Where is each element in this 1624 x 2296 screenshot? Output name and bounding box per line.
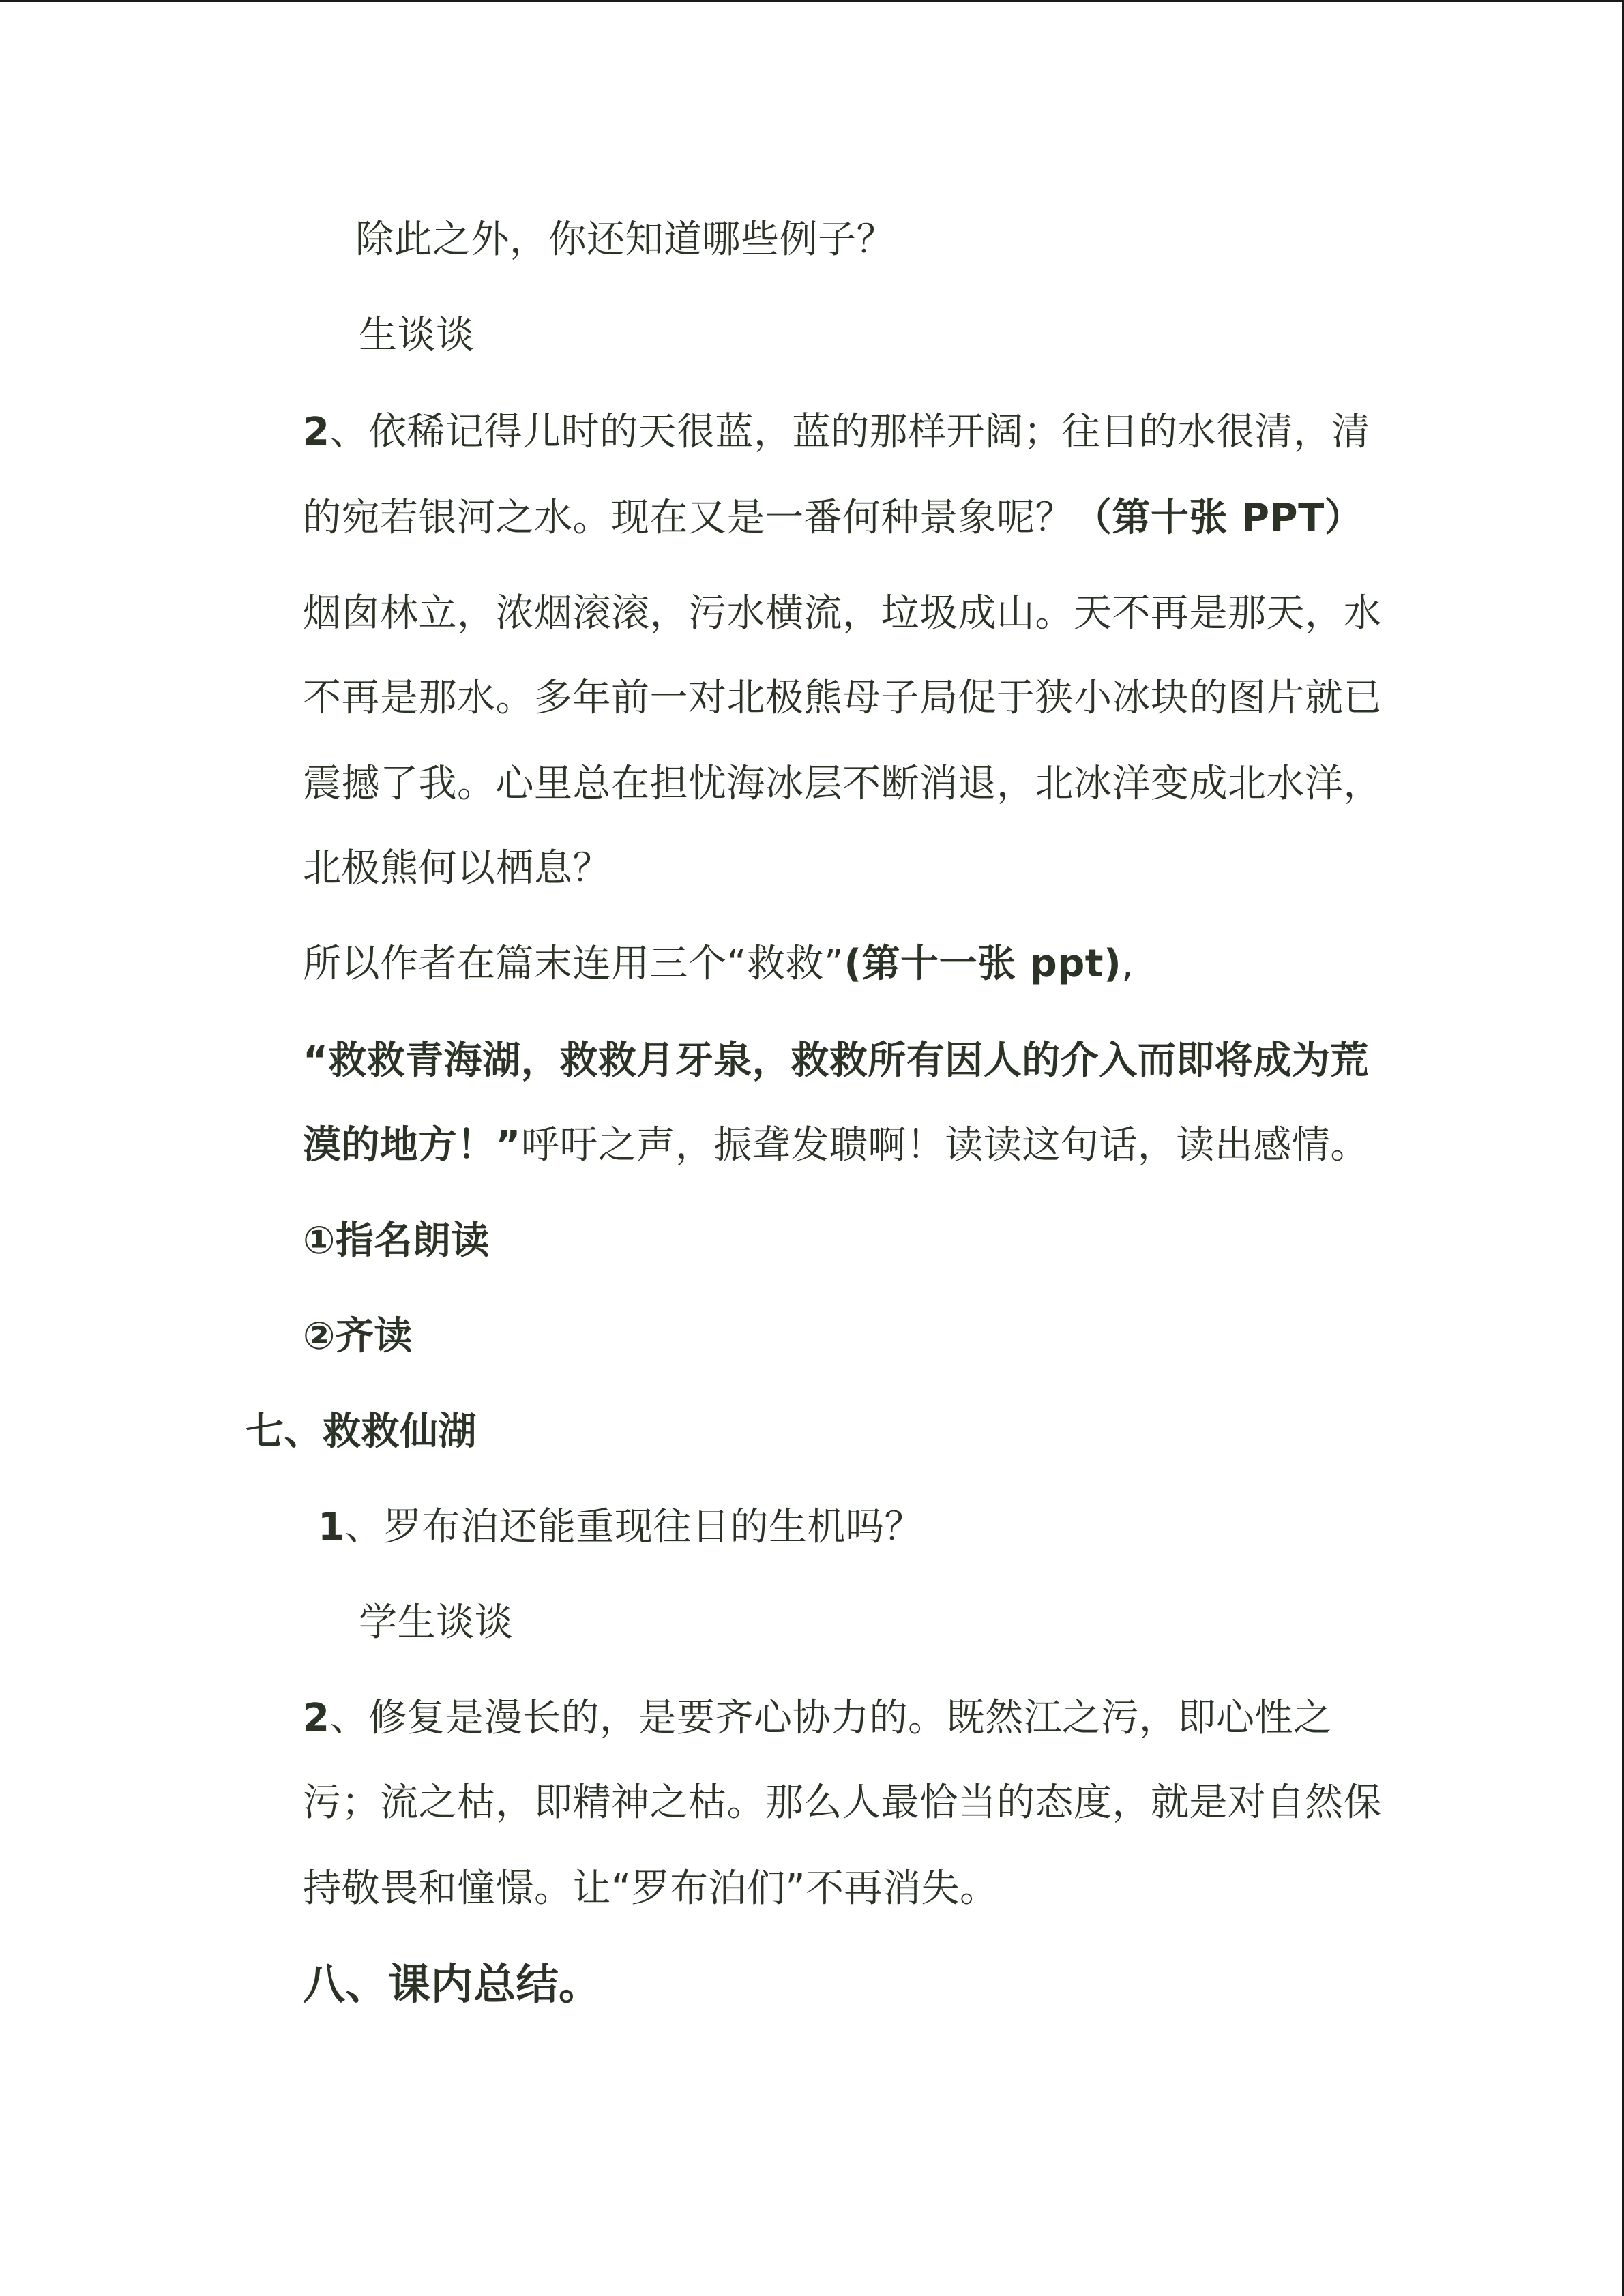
- paragraph-text: 的宛若银河之水。现在又是一番何种景象呢？: [303, 496, 1074, 540]
- paragraph-text: 污；流之枯，即精神之枯。那么人最恰当的态度，就是对自然保: [303, 1780, 1382, 1825]
- paragraph-text: 、修复是漫长的，是要齐心协力的。既然江之污，即心性之: [329, 1696, 1332, 1740]
- paragraph-item-1: [318, 1503, 923, 1552]
- list-number: 1: [318, 1505, 345, 1549]
- page-top-border: [0, 0, 1624, 2]
- paragraph-text: 、依稀记得儿时的天很蓝，蓝的那样开阔；往日的水很清，清: [329, 410, 1370, 454]
- paragraph-text: 学生谈谈: [359, 1600, 513, 1645]
- paragraph-scene-line3: [303, 760, 1382, 809]
- paragraph-text: 除此之外，你还知道哪些例子？: [355, 218, 895, 262]
- paragraph-quote-line1: [303, 1037, 1369, 1086]
- paragraph-text: 烟囱林立，浓烟滚滚，污水横流，垃圾成山。天不再是那天，水: [303, 591, 1382, 636]
- paragraph-scene-line4: [303, 844, 611, 893]
- paragraph-item-2-line1: [303, 408, 1370, 457]
- list-item-text: ①指名朗读: [303, 1219, 490, 1263]
- paragraph-repair-line1: [303, 1694, 1331, 1743]
- paragraph-students-talk: [359, 1598, 513, 1648]
- heading-text: 八、课内总结。: [303, 1959, 602, 2009]
- paragraph-repair-line2: [303, 1778, 1382, 1828]
- paragraph-text: 持敬畏和憧憬。让“罗布泊们”不再消失。: [303, 1866, 999, 1911]
- paragraph-quote-line2: [303, 1121, 1369, 1170]
- paragraph-scene-line1: [303, 589, 1382, 638]
- list-item-text: ②齐读: [303, 1314, 413, 1358]
- paragraph-text: 北极熊何以栖息？: [303, 846, 611, 891]
- quote-text: 漠的地方！”: [303, 1123, 521, 1167]
- ppt-reference: （第十张 PPT）: [1074, 496, 1363, 540]
- paragraph-text: 震撼了我。心里总在担忧海冰层不断消退，北冰洋变成北水洋，: [303, 762, 1382, 806]
- paragraph-read-together: [303, 1312, 413, 1361]
- ppt-reference: (第十一张 ppt): [844, 942, 1122, 986]
- paragraph-text: 生谈谈: [359, 313, 475, 357]
- section-heading-7: [246, 1407, 477, 1457]
- paragraph-text: ,: [1121, 942, 1134, 986]
- heading-text: 七、救救仙湖: [246, 1410, 477, 1454]
- list-number: 2: [303, 410, 330, 454]
- paragraph-save-intro: [303, 940, 1134, 989]
- paragraph-other-examples: [355, 215, 895, 265]
- paragraph-repair-line3: [303, 1864, 999, 1913]
- quote-text: “救救青海湖，救救月牙泉，救救所有因人的介入而即将成为荒: [303, 1039, 1369, 1083]
- section-heading-8: [303, 1960, 602, 2009]
- paragraph-text: 不再是那水。多年前一对北极熊母子局促于狭小冰块的图片就已: [303, 676, 1382, 720]
- list-number: 2: [303, 1696, 330, 1740]
- paragraph-student-talk: [359, 311, 475, 360]
- paragraph-read-aloud: [303, 1217, 490, 1266]
- paragraph-item-2-line2: [303, 494, 1363, 543]
- paragraph-text: 、罗布泊还能重现往日的生机吗？: [344, 1505, 923, 1549]
- paragraph-scene-line2: [303, 674, 1382, 723]
- paragraph-text: 呼吁之声，振聋发聩啊！读读这句话，读出感情。: [520, 1123, 1369, 1167]
- paragraph-text: 所以作者在篇末连用三个“救救”: [303, 942, 844, 986]
